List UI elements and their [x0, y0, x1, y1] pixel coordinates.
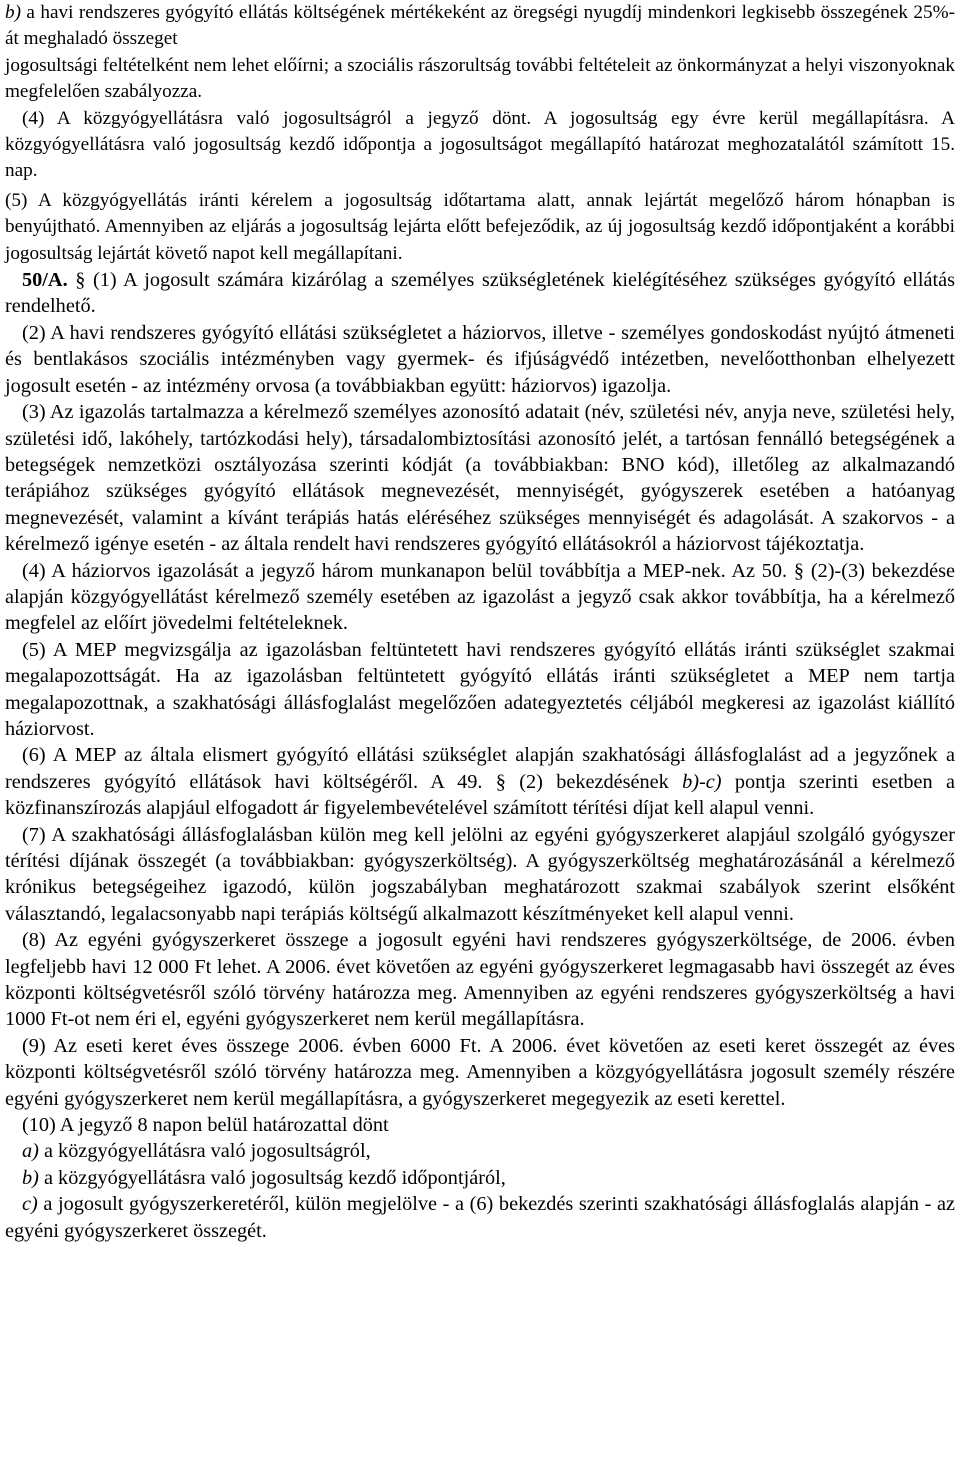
- paragraph-text: (8) Az egyéni gyógyszerkeret összege a jogosult egyéni havi rendszeres gyógyszerköltsége, de 2006. évben legfeljebb havi 12 000 Ft lehet. A 2006. évet követően az egyéni gyógyszerkeret legmagasabb havi összegét az éves központi költségvetésről szóló törvény határozza meg. Amennyiben az egyéni rendszeres gyógyszerköltség a havi 1000 Ft-ot nem éri el, egyéni gyógyszerkeret nem kerül megállapításra.: [5, 929, 955, 1031]
- item-text: a közgyógyellátásra való jogosultságról,: [38, 1140, 371, 1163]
- list-item-c: [5, 1191, 955, 1244]
- item-text: a közgyógyellátásra való jogosultság kezdő időpontjáról,: [38, 1166, 506, 1189]
- section-50a-3: [5, 399, 955, 557]
- section-50a-7: [5, 822, 955, 928]
- paragraph-text: pontja szerinti esetben a közfinanszírozás alapjául elfogadott ár figyelembevételével számított térítési díjat kell alapul venni.: [5, 770, 955, 820]
- paragraph-text: (4) A közgyógyellátásra való jogosultságról a jegyző dönt. A jogosultság egy évre kerül megállapításra. A közgyógyellátásra való jogosultság kezdő időpontja a jogosultságot megállapító határozat meghozatalától számított 15. nap.: [5, 107, 955, 182]
- section-50a-9: [5, 1033, 955, 1112]
- item-label: c): [22, 1193, 38, 1216]
- paragraph-5: [5, 188, 955, 267]
- paragraph-4: [5, 106, 955, 185]
- paragraph-conditions: [5, 53, 955, 106]
- section-50a-1: [5, 267, 955, 320]
- paragraph-text: § (1) A jogosult számára kizárólag a személyes szükségletének kielégítéséhez szükséges gyógyító ellátás rendelhető.: [5, 269, 955, 318]
- paragraph-text: a havi rendszeres gyógyító ellátás költségének mértékeként az öregségi nyugdíj mindenkori legkisebb összegének 25%-át meghaladó összeget: [5, 2, 955, 50]
- paragraph-text: (5) A MEP megvizsgálja az igazolásban feltüntetett havi rendszeres gyógyító ellátás iránti szükséglet szakmai megalapozottságát. Ha az igazolásban feltüntetett gyógyító ellátás iránti szükségletet a MEP nem tartja megalapozottnak, a szakhatósági állásfoglalást megelőzően adategyeztetés céljából megkeresi az igazolást kiállító háziorvost.: [5, 638, 955, 740]
- paragraph-b-clause: [5, 0, 955, 53]
- list-item-b: [5, 1165, 955, 1191]
- list-item-a: [5, 1138, 955, 1164]
- section-50a-4: [5, 558, 955, 637]
- paragraph-text: (5) A közgyógyellátás iránti kérelem a jogosultság időtartama alatt, annak lejártát megelőző három hónapban is benyújtható. Amennyiben az eljárás a jogosultság lejárta előtt befejeződik, az új jogosultság kezdő időpontjaként a korábbi jogosultság lejártát követő napot kell megállapítani.: [5, 189, 955, 264]
- paragraph-text: (2) A havi rendszeres gyógyító ellátási szükségletet a háziorvos, illetve - személyes gondoskodást nyújtó átmeneti és bentlakásos szociális intézményben vagy gyermek- és ifjúságvédő intézetben, nevelőotthonban elhelyezett jogosult esetén - az intézmény orvosa (a továbbiakban együtt: háziorvos) igazolja.: [5, 321, 955, 397]
- section-50a-10: [5, 1112, 955, 1138]
- paragraph-text: (6) A MEP az általa elismert gyógyító ellátási szükséglet alapján szakhatósági állásfoglalást ad a jegyzőnek a rendszeres gyógyító ellátások havi költségéről. A 49. § (2) bekezdésének: [5, 744, 955, 793]
- section-number: 50/A.: [22, 269, 68, 292]
- paragraph-text: (4) A háziorvos igazolását a jegyző három munkanapon belül továbbítja a MEP-nek. Az 50. § (2)-(3) bekezdése alapján közgyógyellátást kérelmező személy esetében az igazolást a jegyző csak akkor továbbítja, ha a kérelmező megfelel az előírt jövedelmi feltételeknek.: [5, 559, 955, 635]
- section-50a-8: [5, 927, 955, 1033]
- item-text: a jogosult gyógyszerkeretéről, külön megjelölve - a (6) bekezdés szerinti szakhatósági állásfoglalás alapján - az egyéni gyógyszerkeret összegét.: [5, 1193, 955, 1242]
- clause-label: b): [5, 2, 21, 23]
- paragraph-text: (10) A jegyző 8 napon belül határozattal dönt: [22, 1114, 389, 1137]
- italic-ref: b)-c): [682, 770, 722, 793]
- section-50a-5: [5, 637, 955, 743]
- paragraph-text: (3) Az igazolás tartalmazza a kérelmező személyes azonosító adatait (név, születési név, anyja neve, születési hely, születési idő, lakóhely, tartózkodási hely), társadalombiztosítási azonosító jelét, a tartósan fennálló betegségének a betegségek nemzetközi osztályozása szerinti kódját (a továbbiakban: BNO kód), illetőleg az alkalmazandó terápiához szükséges gyógyító ellátások megnevezését, mennyiségét, gyógyszerek esetében a hatóanyag megnevezését, valamint a kívánt terápiás hatás eléréséhez szükséges mennyiségét és adagolását. A szakorvos - a kérelmező igénye esetén - az általa rendelt havi rendszeres gyógyító ellátásokról a háziorvost tájékoztatja.: [5, 401, 955, 556]
- paragraph-text: (9) Az eseti keret éves összege 2006. évben 6000 Ft. A 2006. évet követően az eseti keret összegét az éves központi költségvetésről szóló törvény határozza meg. Amennyiben a közgyógyellátásra jogosult személy részére egyéni gyógyszerkeret nem kerül megállapításra, a gyógyszerkeret megegyezik az eseti kerettel.: [5, 1034, 955, 1110]
- item-label: b): [22, 1166, 39, 1189]
- item-label: a): [22, 1140, 39, 1163]
- paragraph-text: jogosultsági feltételként nem lehet előírni; a szociális rászorultság további feltételeit az önkormányzat a helyi viszonyoknak megfelelően szabályozza.: [5, 54, 955, 103]
- section-50a-2: [5, 320, 955, 399]
- section-50a-6: [5, 742, 955, 821]
- paragraph-text: (7) A szakhatósági állásfoglalásban külön meg kell jelölni az egyéni gyógyszerkeret alapjául szolgáló gyógyszer térítési díjának összegét (a továbbiakban: gyógyszerköltség). A gyógyszerköltség meghatározásánál a kérelmező krónikus betegségeihez igazodó, külön jogszabályban meghatározott szakmai szabályok szerint elsőként választandó, legalacsonyabb napi terápiás költségű alkalmazott készítményeket kell alapul venni.: [5, 823, 955, 925]
